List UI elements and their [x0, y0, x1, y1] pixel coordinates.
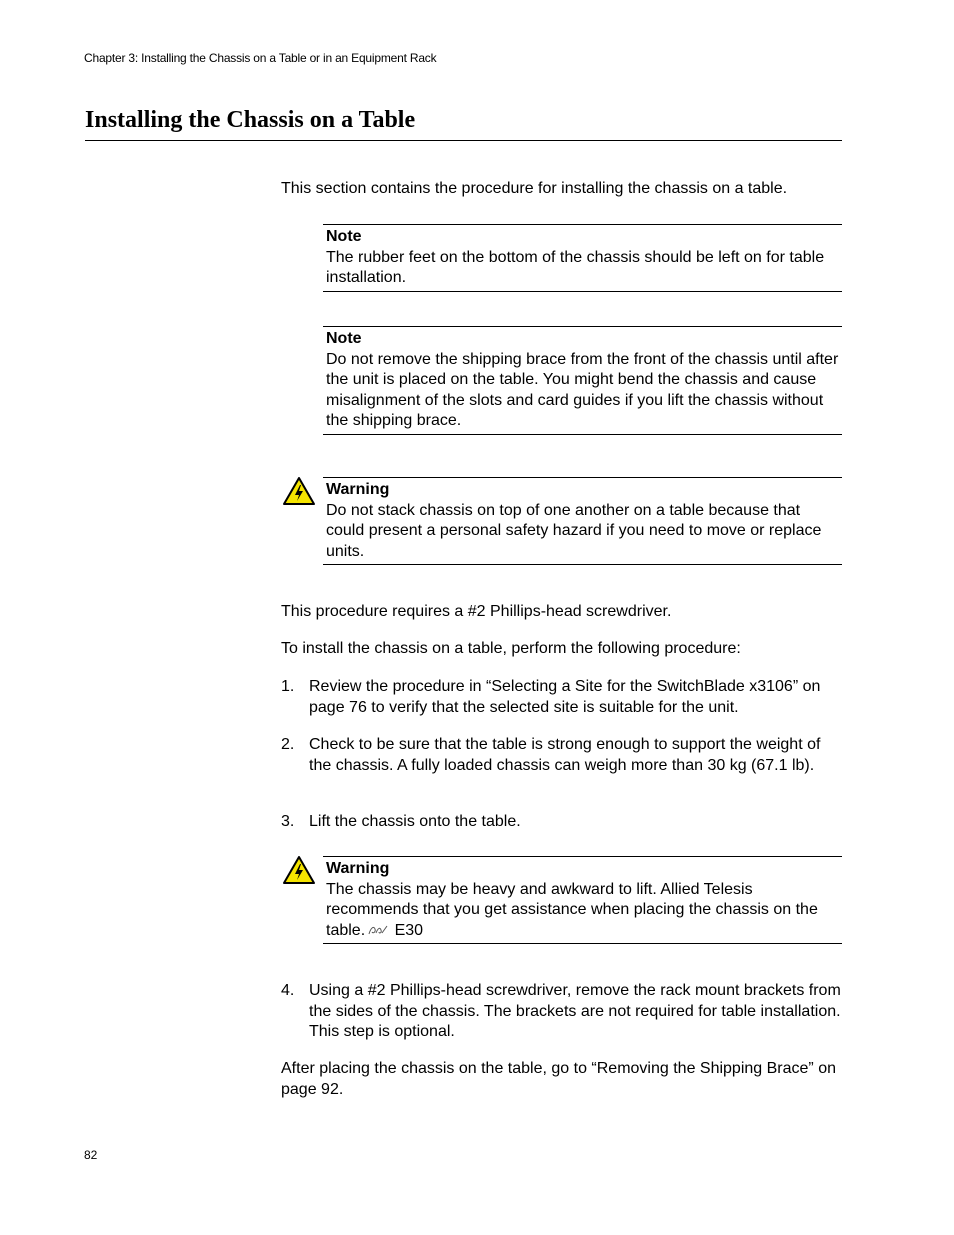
warning-heading: Warning: [326, 481, 390, 498]
step-text: Check to be sure that the table is strong enough to support the weight of the chassis. A fully loaded chassis can weigh more than 30 kg (67.1 lb).: [309, 736, 821, 774]
electrical-hazard-icon: [282, 855, 316, 885]
step-text: Lift the chassis onto the table.: [309, 813, 521, 830]
list-item: [281, 735, 841, 776]
lead-in-paragraph: To install the chassis on a table, perform the following procedure:: [281, 640, 741, 657]
note-heading: Note: [326, 330, 362, 347]
requirement-paragraph: This procedure requires a #2 Phillips-head screwdriver.: [281, 603, 672, 620]
note-callout-1: [323, 224, 842, 292]
step-number: 4.: [281, 982, 295, 999]
note-heading: Note: [326, 228, 362, 245]
closing-paragraph: After placing the chassis on the table, go to “Removing the Shipping Brace” on page 92.: [281, 1060, 836, 1098]
electrical-hazard-icon: [282, 476, 316, 506]
translation-reference-icon: [367, 924, 389, 936]
step-number: 2.: [281, 736, 295, 753]
warning-heading: Warning: [326, 860, 390, 877]
list-item: [281, 981, 841, 1043]
section-title: Installing the Chassis on a Table: [85, 107, 416, 133]
note-text: The rubber feet on the bottom of the chassis should be left on for table installation.: [326, 248, 825, 286]
warning-callout-2: [323, 856, 842, 944]
title-rule: [85, 140, 842, 141]
page-number: 82: [84, 1148, 98, 1162]
list-item: [281, 812, 841, 833]
step-text: Using a #2 Phillips-head screwdriver, remove the rack mount brackets from the sides of the chassis. The brackets are not required for table installation. This step is optional.: [309, 982, 841, 1040]
warning-text: Do not stack chassis on top of one another on a table because that could present a personal safety hazard if you need to move or replace units.: [326, 501, 822, 560]
intro-paragraph: This section contains the procedure for installing the chassis on a table.: [281, 180, 788, 197]
note-callout-2: [323, 326, 842, 435]
step-number: 1.: [281, 678, 295, 695]
step-text: Review the procedure in “Selecting a Site for the SwitchBlade x3106” on page 76 to verify that the selected site is suitable for the unit.: [309, 678, 821, 716]
step-number: 3.: [281, 813, 295, 830]
list-item: [281, 677, 841, 718]
warning-callout-1: [323, 477, 842, 565]
warning-code: E30: [394, 921, 424, 939]
warning-text: The chassis may be heavy and awkward to lift. Allied Telesis recommends that you get assistance when placing the chassis on the table.: [326, 880, 818, 939]
running-head: Chapter 3: Installing the Chassis on a Table or in an Equipment Rack: [84, 51, 437, 65]
note-text: Do not remove the shipping brace from the front of the chassis until after the unit is placed on the table. You might bend the chassis and cause misalignment of the slots and card guides if you lift the chassis without the shipping brace.: [326, 350, 839, 429]
